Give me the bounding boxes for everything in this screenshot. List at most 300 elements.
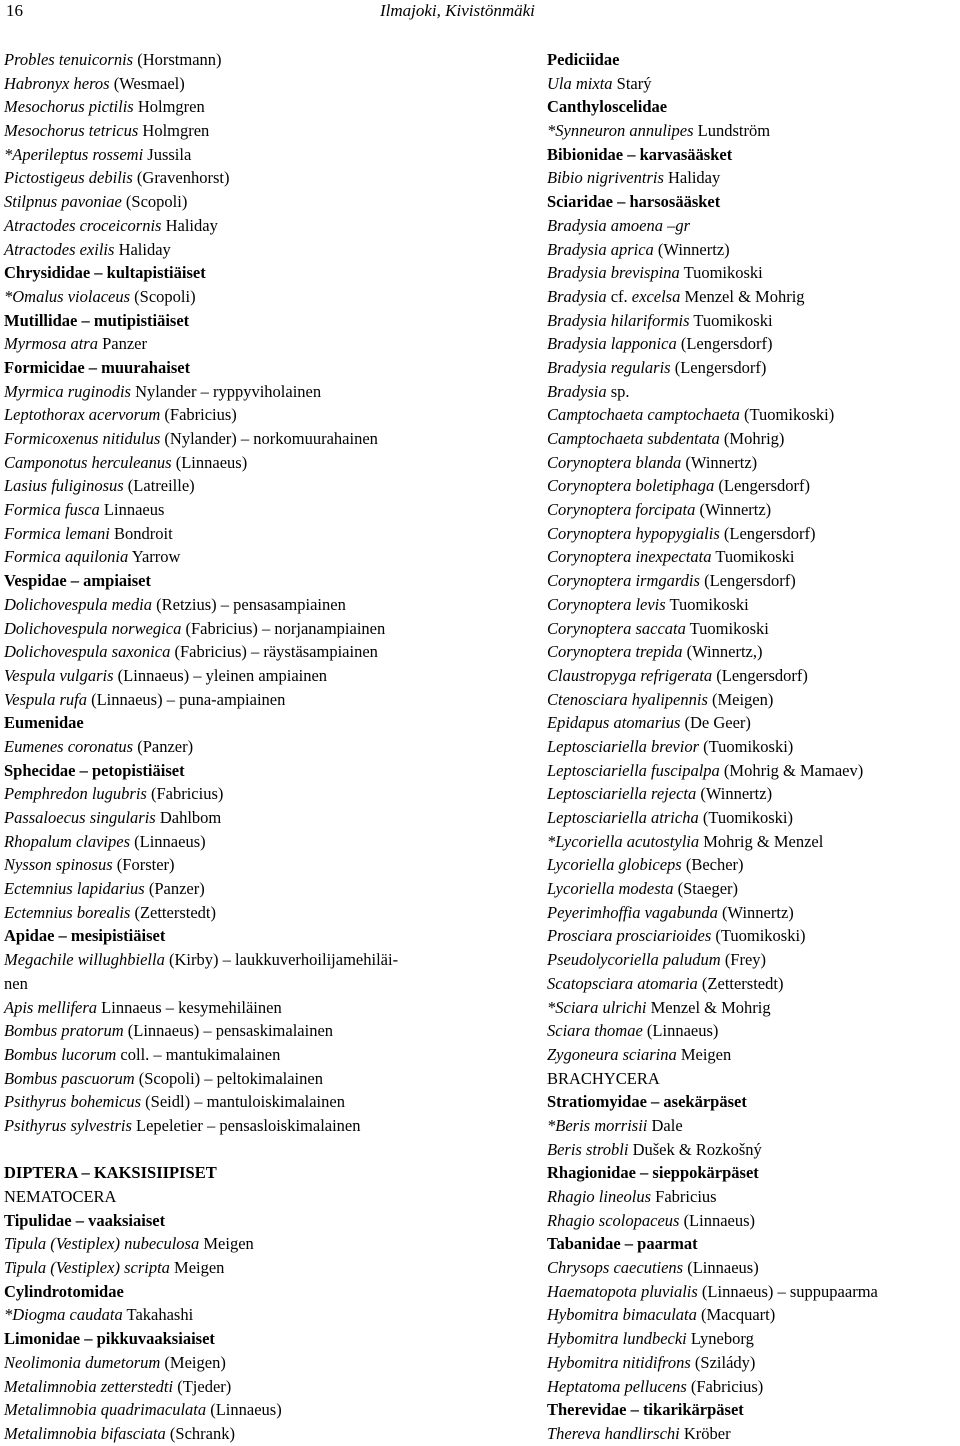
species-name: *Aperileptus rossemi <box>4 144 144 164</box>
species-author: Dušek & Rozkošný <box>628 1139 762 1159</box>
species-author: (Nylander) – norkomuurahainen <box>160 429 378 448</box>
species-name: *Diogma caudata <box>4 1305 123 1325</box>
species-author: (Horstmann) <box>133 50 222 69</box>
taxon-heading: Rhagionidae – sieppokärpäset <box>547 1163 759 1183</box>
species-author: (Linnaeus) – pensaskimalainen <box>123 1021 334 1041</box>
species-entry <box>4 1019 524 1043</box>
species-author: Holmgren <box>133 97 205 117</box>
species-author: (Becher) <box>681 855 744 875</box>
species-entry <box>547 1422 960 1446</box>
species-author: (Linnaeus) – suppupaarma <box>697 1281 878 1301</box>
species-author: Dale <box>647 1115 683 1135</box>
taxon-heading: Bibionidae – karvasääsket <box>547 144 733 164</box>
species-entry <box>547 711 960 735</box>
taxon-heading: Canthyloscelidae <box>547 97 668 117</box>
species-author: Lepeletier – pensasloiskimalainen <box>131 1115 361 1135</box>
species-author: (Winnertz,) <box>682 642 763 662</box>
species-entry <box>4 451 524 475</box>
species-entry <box>547 1303 960 1327</box>
species-author: (Forster) <box>112 855 175 875</box>
species-entry <box>4 403 524 427</box>
species-name: Epidapus atomarius <box>547 713 681 733</box>
species-author: (Fabricius) <box>160 405 237 425</box>
species-name: Pemphredon lugubris <box>4 784 147 804</box>
species-name: Corynoptera saccata <box>547 618 686 638</box>
species-author: (Scopoli) <box>130 286 196 306</box>
species-entry <box>547 901 960 925</box>
species-author: (De Geer) <box>680 713 751 733</box>
blank-line <box>4 1138 524 1162</box>
taxon-heading: Chrysididae – kultapistiäiset <box>4 263 206 283</box>
species-author: (Linnaeus) <box>206 1400 282 1420</box>
species-name: Stilpnus pavoniae <box>4 192 122 212</box>
species-name: Leptothorax acervorum <box>4 405 161 425</box>
species-author: Tuomikoski <box>665 594 749 614</box>
species-name: Nysson spinosus <box>4 855 113 875</box>
species-entry <box>547 806 960 830</box>
species-name: Corynoptera blanda <box>547 452 682 472</box>
species-entry <box>547 332 960 356</box>
species-author: (Lengersdorf) <box>719 523 816 543</box>
species-name: Prosciara prosciarioides <box>547 926 712 946</box>
species-entry <box>547 759 960 783</box>
species-author: (Staeger) <box>673 879 739 899</box>
species-name: Atractodes croceicornis <box>4 215 162 235</box>
species-name: Bradysia hilariformis <box>547 310 690 330</box>
species-name: Mesochorus tetricus <box>4 121 139 141</box>
species-name: Hybomitra nitidifrons <box>547 1352 691 1372</box>
taxon-heading: Cylindrotomidae <box>4 1281 124 1301</box>
species-author: (Scopoli) – peltokimalainen <box>134 1068 323 1088</box>
species-entry <box>547 1256 960 1280</box>
species-name: Heptatoma pellucens <box>547 1376 687 1396</box>
species-author: (Kirby) – laukkuverhoilijamehiläi- <box>164 950 399 970</box>
species-name: Metalimnobia zetterstedti <box>4 1376 174 1396</box>
species-entry <box>4 545 524 569</box>
species-author: (Linnaeus) <box>683 1258 759 1278</box>
species-name: Ectemnius borealis <box>4 902 131 922</box>
species-name: Vespula rufa <box>4 689 87 709</box>
species-entry <box>547 688 960 712</box>
species-name: Leptosciariella brevior <box>547 736 699 756</box>
species-author: Nylander – ryppyviholainen <box>130 381 322 401</box>
species-name: Apis mellifera <box>4 997 98 1017</box>
species-entry <box>547 948 960 972</box>
species-entry <box>4 332 524 356</box>
species-entry <box>547 309 960 333</box>
species-name: Bradysia <box>547 286 607 306</box>
species-entry <box>4 617 524 641</box>
taxon-heading: Eumenidae <box>4 713 84 733</box>
species-name: Pseudolycoriella paludum <box>547 950 721 970</box>
species-entry <box>547 1209 960 1233</box>
species-entry <box>547 853 960 877</box>
taxon-heading: Vespidae – ampiaiset <box>4 571 151 591</box>
species-entry <box>547 1280 960 1304</box>
species-entry <box>4 522 524 546</box>
species-entry <box>547 285 960 309</box>
species-name: Rhagio scolopaceus <box>547 1210 680 1230</box>
species-entry <box>547 1375 960 1399</box>
species-name: Lycoriella modesta <box>547 879 674 899</box>
species-entry <box>547 214 960 238</box>
species-name: Leptosciariella rejecta <box>547 784 697 804</box>
group-label: BRACHYCERA <box>547 1068 660 1088</box>
species-name: Lasius fuliginosus <box>4 476 124 496</box>
species-entry <box>547 640 960 664</box>
species-entry <box>4 640 524 664</box>
species-author: (Lengersdorf) <box>712 665 808 685</box>
species-author: (Winnertz) <box>717 902 794 922</box>
species-author: Fabricius <box>651 1187 717 1206</box>
species-name: Bradysia regularis <box>547 357 671 377</box>
species-name: Tipula (Vestiplex) scripta <box>4 1258 170 1278</box>
species-name: Corynoptera inexpectata <box>547 547 712 567</box>
species-name: Hybomitra lundbecki <box>547 1329 687 1349</box>
species-author: (Wesmael) <box>109 73 185 93</box>
species-entry <box>4 688 524 712</box>
species-name: Formicoxenus nitidulus <box>4 429 161 448</box>
species-author: Linnaeus <box>99 500 165 520</box>
species-author: (Seidl) – mantuloiskimalainen <box>141 1092 345 1112</box>
species-entry <box>4 119 524 143</box>
species-author: (Winnertz) <box>695 500 772 520</box>
species-author: Bondroit <box>109 523 173 543</box>
species-entry <box>547 474 960 498</box>
species-name: *Omalus violaceus <box>4 286 131 306</box>
species-author: (Linnaeus) <box>642 1021 719 1041</box>
species-name: Corynoptera boletiphaga <box>547 476 715 496</box>
taxon-heading: Limonidae – pikkuvaaksiaiset <box>4 1329 215 1349</box>
species-name: Myrmica ruginodis <box>4 381 131 401</box>
species-entry <box>4 1422 524 1446</box>
species-author: (Fabricius) – räystäsampiainen <box>170 642 378 662</box>
species-author: (Frey) <box>720 950 767 970</box>
species-name: Habronyx heros <box>4 73 110 93</box>
species-name: Beris strobli <box>547 1139 629 1159</box>
species-name: Bombus lucorum <box>4 1044 117 1064</box>
species-name: Eumenes coronatus <box>4 736 134 756</box>
species-entry <box>4 806 524 830</box>
species-name: Bradysia brevispina <box>547 263 680 283</box>
species-name: Formica aquilonia <box>4 547 129 567</box>
species-author: (Tuomikoski) <box>699 736 794 756</box>
species-name: *Synneuron annulipes <box>547 121 694 141</box>
species-name: Claustropyga refrigerata <box>547 665 713 685</box>
species-name: Passaloecus singularis <box>4 808 156 827</box>
taxon-heading: Tabanidae – paarmat <box>547 1234 698 1254</box>
species-name: Dolichovespula norwegica <box>4 618 182 638</box>
species-entry <box>547 522 960 546</box>
species-entry <box>547 593 960 617</box>
species-name: Ectemnius lapidarius <box>4 879 145 899</box>
species-name: Hybomitra bimaculata <box>547 1305 697 1325</box>
species-name: Scatopsciara atomaria <box>547 973 698 993</box>
species-entry <box>4 1090 524 1114</box>
species-name: Atractodes exilis <box>4 239 115 259</box>
species-author: Linnaeus – kesymehiläinen <box>97 997 282 1017</box>
species-entry <box>547 427 960 451</box>
species-entry <box>4 1256 524 1280</box>
species-author: (Szilády) <box>690 1352 756 1372</box>
species-author: (Schrank) <box>165 1423 235 1443</box>
species-author: (Linnaeus) <box>130 831 206 851</box>
species-name: Leptosciariella fuscipalpa <box>547 760 720 780</box>
species-name: *Lycoriella acutostylia <box>547 831 700 851</box>
species-author: Meigen <box>199 1234 254 1254</box>
species-name: Formica lemani <box>4 523 110 543</box>
taxon-heading: Sciaridae – harsosääsket <box>547 192 721 212</box>
species-author: Tuomikoski <box>689 310 773 330</box>
species-name: Bradysia lapponica <box>547 334 677 354</box>
species-author: (Tuomikoski) <box>711 926 806 946</box>
species-entry <box>547 1114 960 1138</box>
species-name: Bombus pratorum <box>4 1021 124 1041</box>
species-name: excelsa <box>631 286 681 306</box>
species-name: Chrysops caecutiens <box>547 1258 684 1278</box>
species-author: (Zetterstedt) <box>130 902 216 922</box>
species-name: Bibio nigriventris <box>547 168 664 188</box>
species-author: (Linnaeus) – puna-ampiainen <box>86 689 286 709</box>
species-author: Meigen <box>676 1044 732 1064</box>
species-entry <box>4 238 524 262</box>
species-entry <box>547 1019 960 1043</box>
species-author: (Macquart) <box>696 1305 776 1325</box>
species-author: (Linnaeus) <box>171 452 248 472</box>
species-name: Camptochaeta subdentata <box>547 429 720 448</box>
species-author: (Fabricius) <box>146 784 224 804</box>
species-author: Starý <box>612 73 652 93</box>
taxon-heading: Pediciidae <box>547 50 620 69</box>
species-author: (Tuomikoski) <box>698 808 793 827</box>
species-author: cf. <box>606 286 632 306</box>
species-entry <box>4 1398 524 1422</box>
species-author: Haliday <box>114 239 171 259</box>
species-author: Kröber <box>679 1423 731 1443</box>
species-name: Lycoriella globiceps <box>547 855 682 875</box>
species-entry <box>547 1185 960 1209</box>
species-author: (Panzer) <box>144 879 205 899</box>
taxon-heading: DIPTERA – KAKSISIIPISET <box>4 1163 217 1183</box>
taxon-heading: Tipulidae – vaaksiaiset <box>4 1210 166 1230</box>
species-name: Tipula (Vestiplex) nubeculosa <box>4 1234 200 1254</box>
species-entry <box>547 1138 960 1162</box>
species-author: (Latreille) <box>123 476 195 496</box>
species-entry <box>4 877 524 901</box>
species-name: Haematopota pluvialis <box>547 1281 698 1301</box>
species-entry <box>547 664 960 688</box>
species-entry <box>547 1327 960 1351</box>
species-author: Lyneborg <box>686 1329 754 1349</box>
species-author: (Winnertz) <box>696 784 773 804</box>
running-head: Ilmajoki, Kivistönmäki <box>380 1 535 20</box>
species-entry <box>4 972 524 996</box>
species-entry <box>547 1043 960 1067</box>
species-entry <box>4 853 524 877</box>
species-author: (Lengersdorf) <box>670 357 767 377</box>
species-name: Psithyrus bohemicus <box>4 1092 142 1112</box>
species-entry <box>4 143 524 167</box>
taxon-heading: Mutillidae – mutipistiäiset <box>4 310 190 330</box>
species-author: (Lengersdorf) <box>699 571 796 591</box>
species-entry <box>547 545 960 569</box>
species-entry <box>4 166 524 190</box>
species-entry <box>547 166 960 190</box>
species-entry <box>547 924 960 948</box>
species-entry <box>4 214 524 238</box>
taxon-heading: Formicidae – muurahaiset <box>4 357 191 377</box>
species-entry <box>547 877 960 901</box>
species-name: Sciara thomae <box>547 1021 643 1041</box>
species-entry <box>4 664 524 688</box>
species-entry <box>547 72 960 96</box>
page-number: 16 <box>6 1 23 20</box>
species-name: Bradysia <box>547 381 607 401</box>
species-author: (Zetterstedt) <box>697 973 784 993</box>
species-name: Leptosciariella atricha <box>547 808 699 827</box>
species-name: Bradysia aprica <box>547 239 654 259</box>
species-name: Metalimnobia bifasciata <box>4 1423 166 1443</box>
species-author: (Scopoli) <box>121 192 188 212</box>
species-author: (Panzer) <box>133 736 194 756</box>
species-author: (Meigen) <box>707 689 774 709</box>
species-entry <box>4 782 524 806</box>
species-author: Dahlbom <box>155 808 222 827</box>
species-author: Haliday <box>161 215 218 235</box>
species-author: Tuomikoski <box>711 547 795 567</box>
species-entry <box>4 95 524 119</box>
species-name: Neolimonia dumetorum <box>4 1352 161 1372</box>
species-name: Camponotus herculeanus <box>4 452 172 472</box>
species-author: (Mohrig) <box>719 429 785 448</box>
species-author: coll. – mantukimalainen <box>116 1044 281 1064</box>
species-author: Tuomikoski <box>679 263 763 283</box>
species-author: Takahashi <box>122 1305 194 1325</box>
species-name: Rhagio lineolus <box>547 1187 652 1206</box>
species-author: (Retzius) – pensasampiainen <box>152 594 346 614</box>
species-name: Ctenosciara hyalipennis <box>547 689 708 709</box>
species-author: (Linnaeus) – yleinen ampiainen <box>113 665 328 685</box>
species-author: (Tuomikoski) <box>739 405 835 425</box>
species-name: Bradysia amoena –gr <box>547 215 690 235</box>
species-name: Myrmosa atra <box>4 334 98 354</box>
species-entry <box>4 285 524 309</box>
species-name: Metalimnobia quadrimaculata <box>4 1400 207 1420</box>
species-entry <box>4 996 524 1020</box>
species-entry <box>547 830 960 854</box>
species-author: Menzel & Mohrig <box>646 997 771 1017</box>
taxon-heading: Apidae – mesipistiäiset <box>4 926 166 946</box>
taxon-heading: Sphecidae – petopistiäiset <box>4 760 185 780</box>
species-name: Corynoptera irmgardis <box>547 571 700 591</box>
species-name: Vespula vulgaris <box>4 665 114 685</box>
species-name: Corynoptera trepida <box>547 642 683 662</box>
species-entry <box>4 901 524 925</box>
species-author: Menzel & Mohrig <box>680 286 805 306</box>
species-entry <box>4 427 524 451</box>
species-author: (Meigen) <box>160 1352 226 1372</box>
species-author: (Tjeder) <box>173 1376 232 1396</box>
species-entry <box>547 498 960 522</box>
species-author: (Winnertz) <box>681 452 758 472</box>
species-author: (Winnertz) <box>653 239 730 259</box>
species-name: Corynoptera levis <box>547 594 666 614</box>
species-entry <box>4 72 524 96</box>
species-name: Corynoptera forcipata <box>547 500 696 520</box>
species-author: (Fabricius) <box>686 1376 764 1396</box>
species-name: *Beris morrisii <box>547 1115 648 1135</box>
taxon-heading: Therevidae – tikarikärpäset <box>547 1400 744 1420</box>
species-entry <box>547 1351 960 1375</box>
species-entry <box>547 403 960 427</box>
left-column <box>4 48 524 1446</box>
species-entry <box>547 617 960 641</box>
species-entry <box>547 972 960 996</box>
species-entry <box>4 830 524 854</box>
species-entry <box>4 1375 524 1399</box>
species-author: sp. <box>606 381 630 401</box>
species-author: Holmgren <box>138 121 210 141</box>
species-entry <box>4 735 524 759</box>
species-name: Pictostigeus debilis <box>4 168 133 188</box>
species-author: (Linnaeus) <box>679 1210 756 1230</box>
species-name: Formica fusca <box>4 500 100 520</box>
species-entry <box>547 380 960 404</box>
species-entry <box>4 1303 524 1327</box>
species-name: Dolichovespula media <box>4 594 153 614</box>
right-column <box>547 48 960 1446</box>
species-entry <box>4 380 524 404</box>
species-author: Meigen <box>169 1258 225 1278</box>
species-entry <box>547 119 960 143</box>
species-entry <box>547 451 960 475</box>
species-name: Dolichovespula saxonica <box>4 642 171 662</box>
group-label: NEMATOCERA <box>4 1187 117 1206</box>
species-author: nen <box>4 973 28 993</box>
species-name: Megachile willughbiella <box>4 950 165 970</box>
species-entry <box>547 996 960 1020</box>
species-entry <box>4 190 524 214</box>
species-author: Yarrow <box>128 547 181 567</box>
species-entry <box>4 1114 524 1138</box>
species-name: Probles tenuicornis <box>4 50 134 69</box>
species-entry <box>4 1232 524 1256</box>
species-name: Corynoptera hypopygialis <box>547 523 720 543</box>
species-entry <box>547 261 960 285</box>
species-author: Mohrig & Menzel <box>699 831 824 851</box>
species-entry <box>4 948 524 972</box>
species-name: Camptochaeta camptochaeta <box>547 405 740 425</box>
species-name: Psithyrus sylvestris <box>4 1115 132 1135</box>
species-entry <box>4 48 524 72</box>
species-author: Panzer <box>97 334 147 354</box>
species-author: (Gravenhorst) <box>132 168 230 188</box>
species-author: (Fabricius) – norjanampiainen <box>181 618 386 638</box>
species-name: Peyerimhoffia vagabunda <box>547 902 718 922</box>
species-author: (Mohrig & Mamaev) <box>719 760 864 780</box>
species-entry <box>547 569 960 593</box>
species-author: (Lengersdorf) <box>714 476 811 496</box>
species-entry <box>4 498 524 522</box>
species-name: *Sciara ulrichi <box>547 997 647 1017</box>
species-entry <box>547 238 960 262</box>
species-author: Tuomikoski <box>685 618 769 638</box>
species-name: Zygoneura sciarina <box>547 1044 677 1064</box>
species-entry <box>4 1067 524 1091</box>
species-entry <box>4 593 524 617</box>
species-name: Ula mixta <box>547 73 613 93</box>
species-entry <box>547 356 960 380</box>
